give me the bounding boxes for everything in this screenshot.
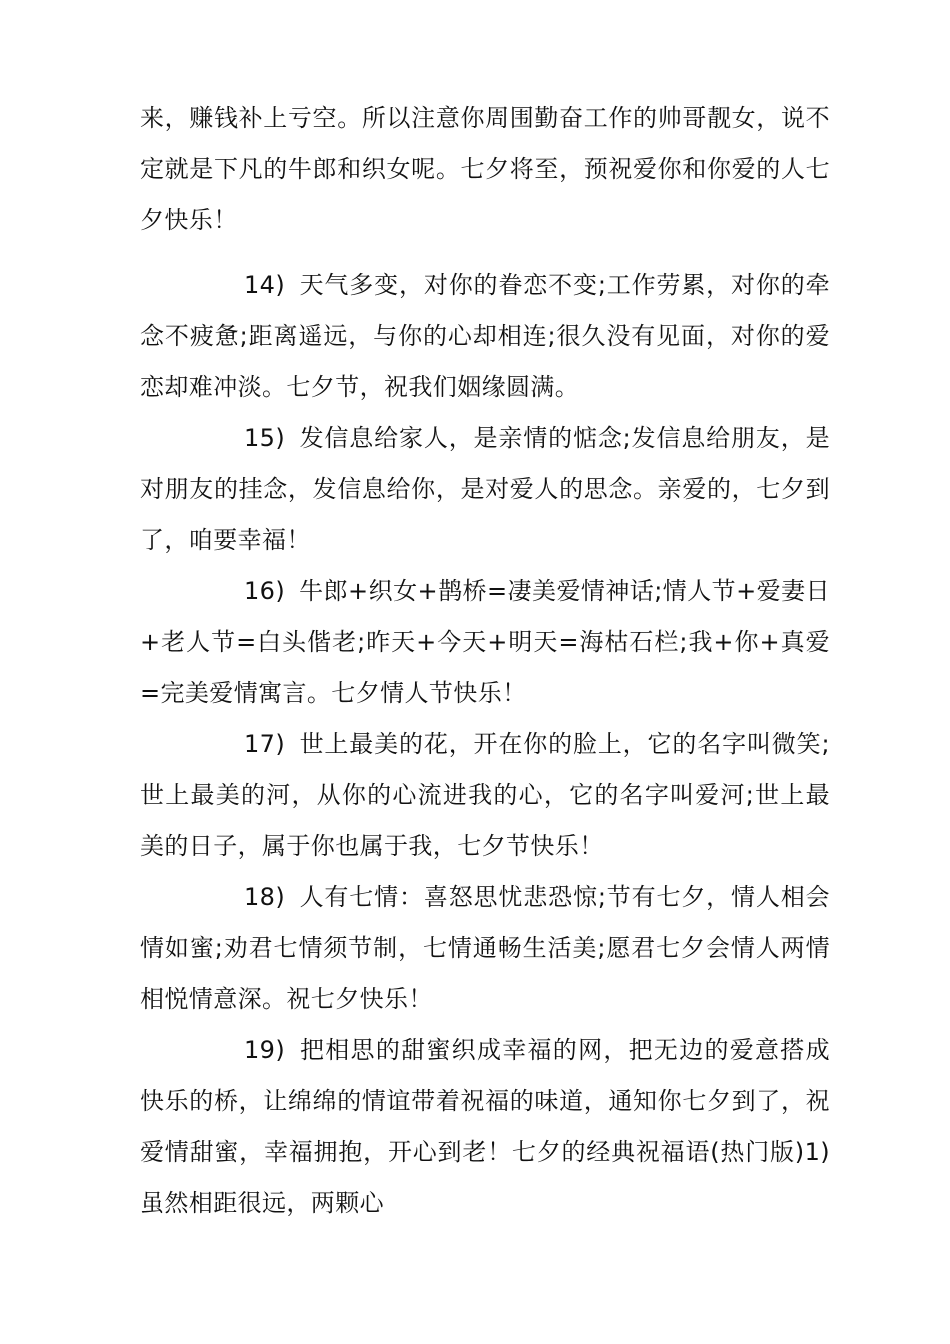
- paragraph-number: 15): [244, 424, 286, 452]
- paragraph-number: 18): [244, 883, 286, 911]
- paragraph-item-19: [140, 1025, 830, 1229]
- paragraph-number: 17): [244, 730, 286, 758]
- paragraph-item-17: [140, 719, 830, 872]
- paragraph-item-15: [140, 413, 830, 566]
- paragraph-text: 世上最美的花，开在你的脸上，它的名字叫微笑;世上最美的河，从你的心流进我的心，它的名字叫爱河;世上最美的日子，属于你也属于我，七夕节快乐！: [140, 730, 830, 860]
- paragraph-item-18: [140, 872, 830, 1025]
- paragraph-text: 发信息给家人，是亲情的惦念;发信息给朋友，是对朋友的挂念，发信息给你，是对爱人的思念。亲爱的，七夕到了，咱要幸福！: [140, 424, 830, 554]
- paragraph-number: 14): [244, 271, 286, 299]
- paragraph-item-14: [140, 260, 830, 413]
- paragraph-text: 天气多变，对你的眷恋不变;工作劳累，对你的牵念不疲惫;距离遥远，与你的心却相连;很久没有见面，对你的爱恋却难冲淡。七夕节，祝我们姻缘圆满。: [140, 271, 830, 401]
- paragraph-number: 19): [244, 1036, 286, 1064]
- document-body: [140, 93, 830, 1229]
- paragraph-item-16: [140, 566, 830, 719]
- paragraph-continuation: [140, 93, 830, 246]
- paragraph-text: 把相思的甜蜜织成幸福的网，把无边的爱意搭成快乐的桥，让绵绵的情谊带着祝福的味道，通知你七夕到了，祝爱情甜蜜，幸福拥抱，开心到老！七夕的经典祝福语(热门版)1)虽然相距很远，两颗心: [140, 1036, 830, 1217]
- paragraph-number: 16): [244, 577, 286, 605]
- paragraph-text: 来，赚钱补上亏空。所以注意你周围勤奋工作的帅哥靓女，说不定就是下凡的牛郎和织女呢。七夕将至，预祝爱你和你爱的人七夕快乐！: [140, 104, 830, 234]
- paragraph-text: 牛郎+织女+鹊桥=凄美爱情神话;情人节+爱妻日+老人节=白头偕老;昨天+今天+明天=海枯石栏;我+你+真爱=完美爱情寓言。七夕情人节快乐！: [140, 577, 830, 707]
- paragraph-text: 人有七情：喜怒思忧悲恐惊;节有七夕，情人相会情如蜜;劝君七情须节制，七情通畅生活美;愿君七夕会情人两情相悦情意深。祝七夕快乐！: [140, 883, 830, 1013]
